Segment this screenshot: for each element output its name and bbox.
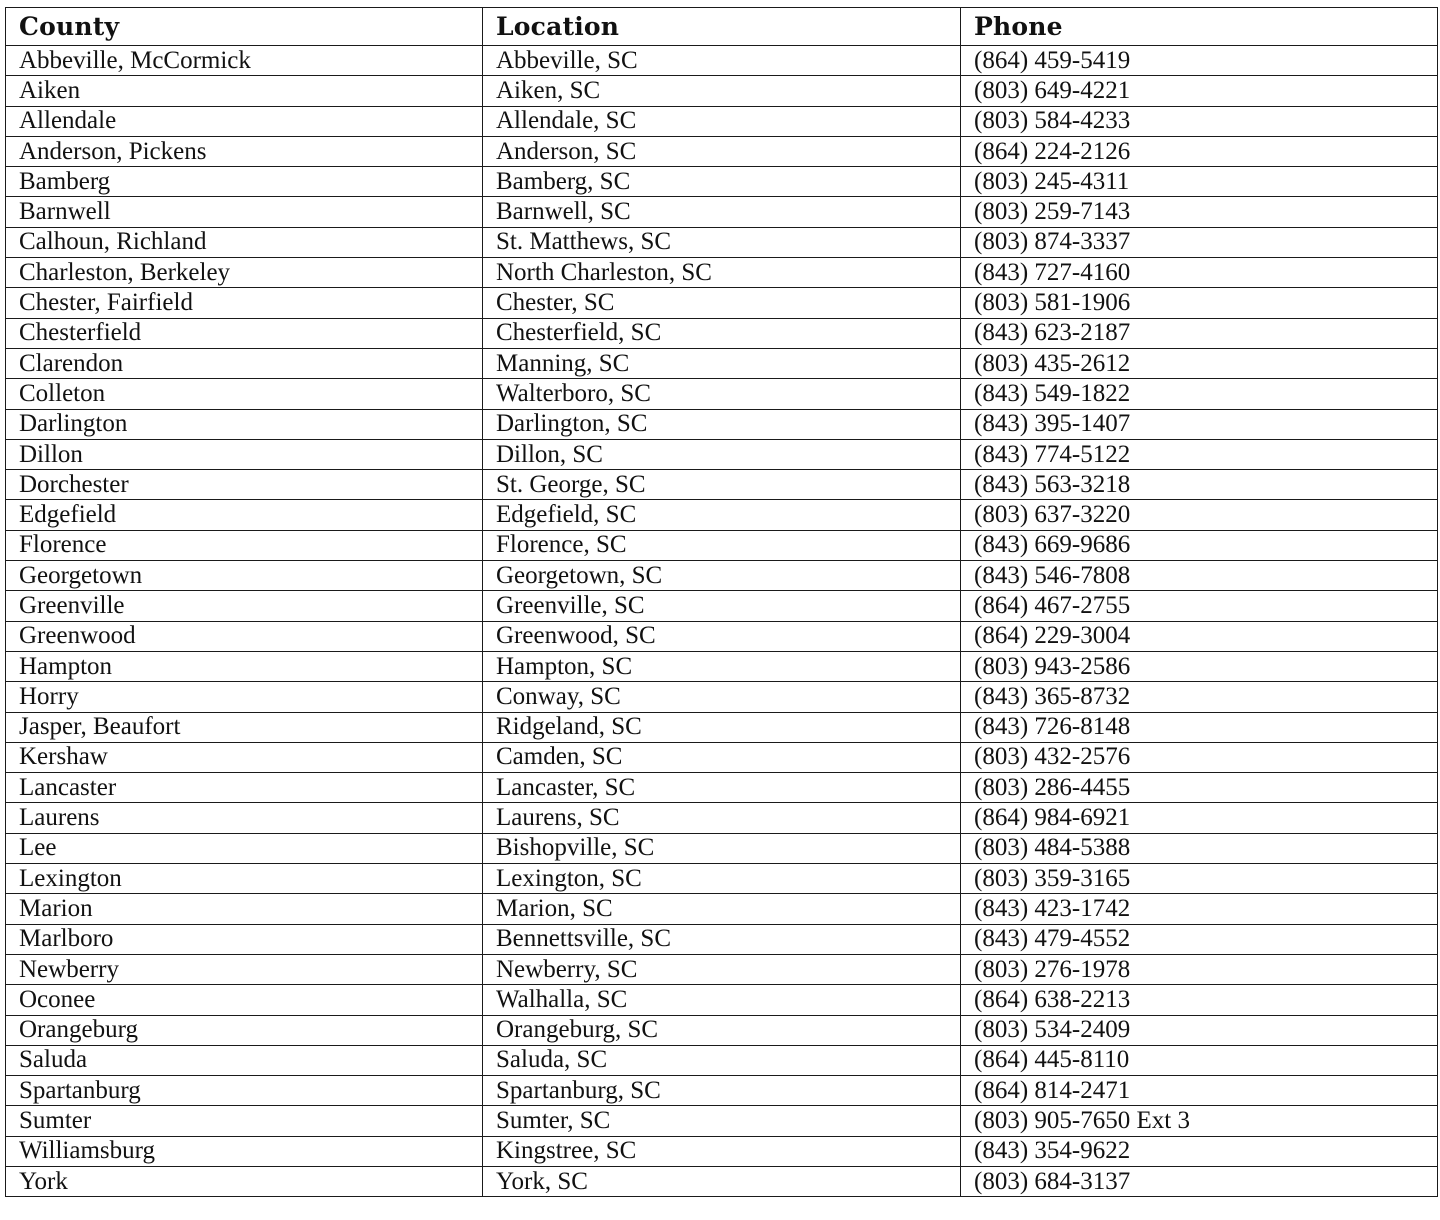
phone-cell: (843) 546-7808 — [961, 561, 1438, 591]
table-row — [6, 227, 1438, 257]
location-cell: Greenville, SC — [483, 591, 961, 621]
location-cell: Newberry, SC — [483, 954, 961, 984]
table-row — [6, 258, 1438, 288]
county-cell: Charleston, Berkeley — [6, 258, 483, 288]
phone-cell: (864) 224-2126 — [961, 136, 1438, 166]
county-cell: Dorchester — [6, 470, 483, 500]
county-cell: Lexington — [6, 864, 483, 894]
table-row — [6, 954, 1438, 984]
county-cell: Lancaster — [6, 773, 483, 803]
location-cell: York, SC — [483, 1166, 961, 1196]
phone-cell: (843) 423-1742 — [961, 894, 1438, 924]
phone-cell: (803) 435-2612 — [961, 348, 1438, 378]
county-cell: Georgetown — [6, 561, 483, 591]
phone-cell: (843) 727-4160 — [961, 258, 1438, 288]
county-cell: Edgefield — [6, 500, 483, 530]
table-row — [6, 1166, 1438, 1196]
county-cell: Barnwell — [6, 197, 483, 227]
county-cell: Orangeburg — [6, 1015, 483, 1045]
table-row — [6, 803, 1438, 833]
county-cell: Greenville — [6, 591, 483, 621]
table-row — [6, 712, 1438, 742]
header-location: Location — [483, 8, 961, 46]
phone-cell: (843) 479-4552 — [961, 924, 1438, 954]
table-body — [6, 46, 1438, 1197]
county-cell: Laurens — [6, 803, 483, 833]
phone-cell: (843) 563-3218 — [961, 470, 1438, 500]
county-cell: Colleton — [6, 379, 483, 409]
header-row — [6, 8, 1438, 46]
phone-cell: (803) 584-4233 — [961, 106, 1438, 136]
location-cell: Hampton, SC — [483, 651, 961, 681]
phone-cell: (803) 432-2576 — [961, 742, 1438, 772]
table-row — [6, 1106, 1438, 1136]
phone-cell: (864) 445-8110 — [961, 1045, 1438, 1075]
table-row — [6, 470, 1438, 500]
phone-cell: (843) 669-9686 — [961, 530, 1438, 560]
location-cell: Florence, SC — [483, 530, 961, 560]
county-cell: Horry — [6, 682, 483, 712]
table-row — [6, 682, 1438, 712]
location-cell: Bennettsville, SC — [483, 924, 961, 954]
phone-cell: (803) 245-4311 — [961, 167, 1438, 197]
phone-cell: (803) 359-3165 — [961, 864, 1438, 894]
table-row — [6, 318, 1438, 348]
location-cell: Bishopville, SC — [483, 833, 961, 863]
location-cell: Chester, SC — [483, 288, 961, 318]
table-row — [6, 833, 1438, 863]
location-cell: Lexington, SC — [483, 864, 961, 894]
location-cell: Dillon, SC — [483, 439, 961, 469]
location-cell: Saluda, SC — [483, 1045, 961, 1075]
table-row — [6, 409, 1438, 439]
location-cell: Allendale, SC — [483, 106, 961, 136]
phone-cell: (803) 534-2409 — [961, 1015, 1438, 1045]
phone-cell: (803) 943-2586 — [961, 651, 1438, 681]
table-row — [6, 621, 1438, 651]
county-cell: Newberry — [6, 954, 483, 984]
location-cell: Abbeville, SC — [483, 46, 961, 76]
county-cell: Jasper, Beaufort — [6, 712, 483, 742]
table-row — [6, 46, 1438, 76]
phone-cell: (843) 365-8732 — [961, 682, 1438, 712]
table-row — [6, 76, 1438, 106]
table-row — [6, 379, 1438, 409]
table-row — [6, 106, 1438, 136]
phone-cell: (864) 638-2213 — [961, 985, 1438, 1015]
county-cell: Greenwood — [6, 621, 483, 651]
location-cell: Conway, SC — [483, 682, 961, 712]
phone-cell: (803) 286-4455 — [961, 773, 1438, 803]
phone-cell: (803) 484-5388 — [961, 833, 1438, 863]
county-cell: Bamberg — [6, 167, 483, 197]
table-row — [6, 348, 1438, 378]
phone-cell: (843) 549-1822 — [961, 379, 1438, 409]
phone-cell: (803) 905-7650 Ext 3 — [961, 1106, 1438, 1136]
location-cell: Barnwell, SC — [483, 197, 961, 227]
header-phone: Phone — [961, 8, 1438, 46]
table-row — [6, 167, 1438, 197]
location-cell: Kingstree, SC — [483, 1136, 961, 1166]
location-cell: Anderson, SC — [483, 136, 961, 166]
location-cell: St. Matthews, SC — [483, 227, 961, 257]
table-header — [6, 8, 1438, 46]
table-row — [6, 439, 1438, 469]
table-row — [6, 864, 1438, 894]
phone-cell: (803) 259-7143 — [961, 197, 1438, 227]
county-cell: Anderson, Pickens — [6, 136, 483, 166]
phone-cell: (864) 459-5419 — [961, 46, 1438, 76]
county-cell: Chesterfield — [6, 318, 483, 348]
location-cell: Bamberg, SC — [483, 167, 961, 197]
county-cell: Marion — [6, 894, 483, 924]
location-cell: Aiken, SC — [483, 76, 961, 106]
county-cell: Darlington — [6, 409, 483, 439]
county-cell: Lee — [6, 833, 483, 863]
header-county: County — [6, 8, 483, 46]
location-cell: Ridgeland, SC — [483, 712, 961, 742]
table-row — [6, 288, 1438, 318]
table-row — [6, 1136, 1438, 1166]
county-cell: Florence — [6, 530, 483, 560]
location-cell: Lancaster, SC — [483, 773, 961, 803]
table-row — [6, 1015, 1438, 1045]
county-cell: Spartanburg — [6, 1076, 483, 1106]
county-office-table — [5, 7, 1438, 1197]
table-row — [6, 136, 1438, 166]
location-cell: Laurens, SC — [483, 803, 961, 833]
phone-cell: (803) 874-3337 — [961, 227, 1438, 257]
location-cell: Walhalla, SC — [483, 985, 961, 1015]
phone-cell: (803) 649-4221 — [961, 76, 1438, 106]
county-cell: Oconee — [6, 985, 483, 1015]
table-row — [6, 561, 1438, 591]
county-cell: Dillon — [6, 439, 483, 469]
phone-cell: (843) 354-9622 — [961, 1136, 1438, 1166]
phone-cell: (864) 229-3004 — [961, 621, 1438, 651]
county-cell: Clarendon — [6, 348, 483, 378]
location-cell: Chesterfield, SC — [483, 318, 961, 348]
phone-cell: (864) 814-2471 — [961, 1076, 1438, 1106]
county-cell: Aiken — [6, 76, 483, 106]
table-row — [6, 591, 1438, 621]
county-cell: Williamsburg — [6, 1136, 483, 1166]
county-cell: York — [6, 1166, 483, 1196]
county-cell: Abbeville, McCormick — [6, 46, 483, 76]
table-row — [6, 197, 1438, 227]
location-cell: Walterboro, SC — [483, 379, 961, 409]
table-row — [6, 500, 1438, 530]
location-cell: Spartanburg, SC — [483, 1076, 961, 1106]
location-cell: Camden, SC — [483, 742, 961, 772]
location-cell: Darlington, SC — [483, 409, 961, 439]
location-cell: Sumter, SC — [483, 1106, 961, 1136]
location-cell: North Charleston, SC — [483, 258, 961, 288]
location-cell: Greenwood, SC — [483, 621, 961, 651]
county-cell: Marlboro — [6, 924, 483, 954]
phone-cell: (864) 984-6921 — [961, 803, 1438, 833]
county-cell: Allendale — [6, 106, 483, 136]
phone-cell: (803) 276-1978 — [961, 954, 1438, 984]
county-cell: Kershaw — [6, 742, 483, 772]
phone-cell: (803) 637-3220 — [961, 500, 1438, 530]
table-row — [6, 985, 1438, 1015]
phone-cell: (843) 774-5122 — [961, 439, 1438, 469]
phone-cell: (843) 623-2187 — [961, 318, 1438, 348]
phone-cell: (803) 684-3137 — [961, 1166, 1438, 1196]
table-row — [6, 1045, 1438, 1075]
location-cell: St. George, SC — [483, 470, 961, 500]
phone-cell: (843) 726-8148 — [961, 712, 1438, 742]
table-row — [6, 924, 1438, 954]
location-cell: Marion, SC — [483, 894, 961, 924]
location-cell: Orangeburg, SC — [483, 1015, 961, 1045]
location-cell: Georgetown, SC — [483, 561, 961, 591]
table-row — [6, 894, 1438, 924]
location-cell: Edgefield, SC — [483, 500, 961, 530]
phone-cell: (803) 581-1906 — [961, 288, 1438, 318]
table-row — [6, 651, 1438, 681]
county-cell: Hampton — [6, 651, 483, 681]
location-cell: Manning, SC — [483, 348, 961, 378]
county-cell: Saluda — [6, 1045, 483, 1075]
county-cell: Chester, Fairfield — [6, 288, 483, 318]
table-row — [6, 530, 1438, 560]
county-cell: Sumter — [6, 1106, 483, 1136]
table-row — [6, 1076, 1438, 1106]
county-cell: Calhoun, Richland — [6, 227, 483, 257]
table-row — [6, 742, 1438, 772]
phone-cell: (843) 395-1407 — [961, 409, 1438, 439]
table-row — [6, 773, 1438, 803]
phone-cell: (864) 467-2755 — [961, 591, 1438, 621]
